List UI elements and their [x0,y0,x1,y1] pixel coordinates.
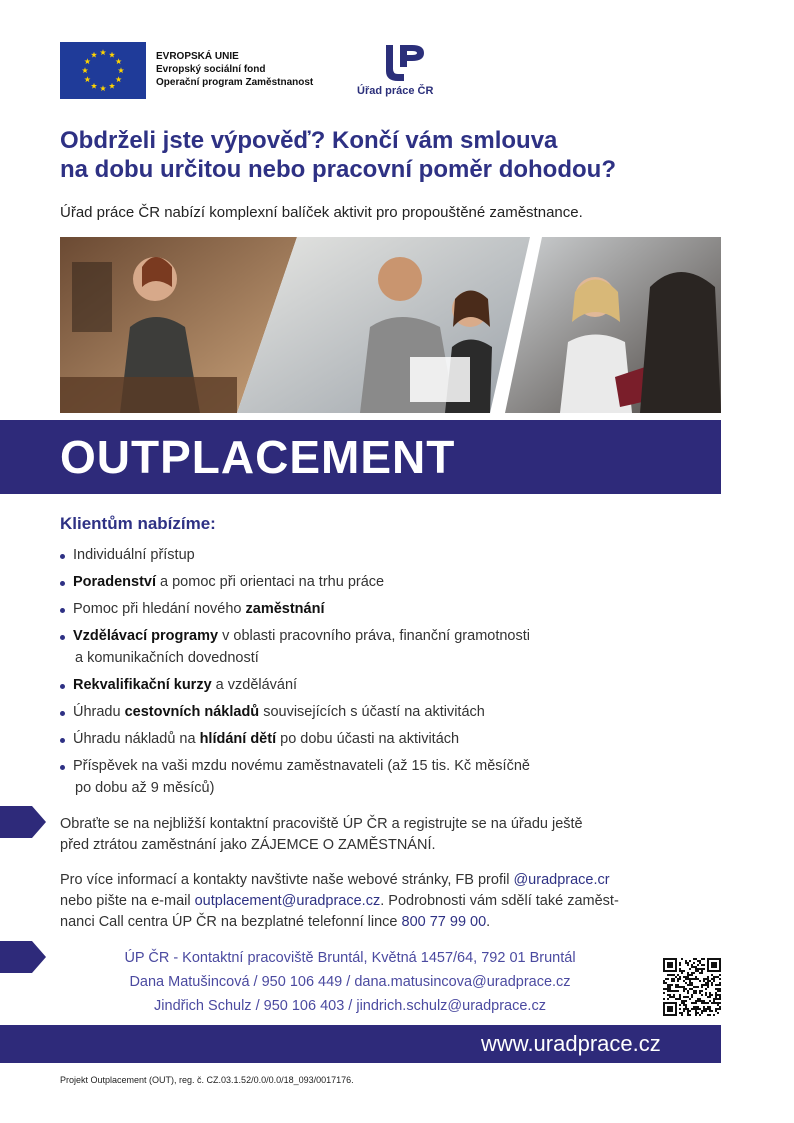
headline-line-1: Obdrželi jste výpověď? Končí vám smlouva [60,127,558,154]
offer-highlight: cestovních nákladů [124,704,260,720]
office-contact-1[interactable]: Dana Matušincová / 950 106 449 / dana.matusincova@uradprace.cz [129,974,571,990]
info-line-2-post: . Podrobnosti vám sdělí také zaměst- [380,893,619,909]
page-subheadline: Úřad práce ČR nabízí komplexní balíček aktivit pro propouštěné zaměstnance. [60,204,583,221]
offer-text: Úhradu [73,704,125,720]
offer-item [60,544,700,566]
footer-website-link[interactable]: www.uradprace.cz [481,1031,661,1056]
offers-list [60,544,700,804]
offer-continuation: po dobu až 9 měsíců) [75,780,215,796]
bullet-icon [60,738,65,743]
info-line-3 [60,912,725,933]
offer-text: Pomoc při hledání nového [73,601,246,617]
info-line-3-text: nanci Call centra ÚP ČR na bezplatné telefonní lince [60,914,402,930]
phone-link[interactable]: 800 77 99 00 [401,914,487,930]
eu-line-3: Operační program Zaměstnanost [156,77,314,88]
offer-item [60,701,700,723]
qr-code-icon[interactable] [663,958,721,1016]
info-line-1 [60,870,725,891]
offer-highlight: hlídání dětí [199,731,277,747]
info-line-3-post: . [486,914,491,930]
bullet-icon [60,684,65,689]
photo-interview [505,237,721,413]
bullet-icon [60,711,65,716]
offer-text: po dobu účasti na aktivitách [276,731,460,747]
eu-logo-text [156,50,313,89]
offer-item [60,625,700,669]
contact-paragraph [60,814,720,856]
offer-highlight: zaměstnání [245,601,325,617]
photo-strip [60,237,721,413]
offer-highlight: Vzdělávací programy [73,628,219,644]
offers-heading: Klientům nabízíme: [60,514,216,533]
offer-text: Individuální přístup [73,547,195,563]
bullet-icon [60,554,65,559]
info-line-2-text: nebo pište na e-mail [60,893,195,909]
up-cr-name: Úřad práce ČR [357,85,434,97]
email-link[interactable]: outplacement@uradprace.cz [194,893,381,909]
office-address: ÚP ČR - Kontaktní pracoviště Bruntál, Květná 1457/64, 792 01 Bruntál [124,950,576,966]
project-note: Projekt Outplacement (OUT), reg. č. CZ.03.1.52/0.0/0.0/18_093/0017176. [60,1075,354,1085]
bullet-icon [60,608,65,613]
offer-text: a vzdělávání [211,677,298,693]
offer-continuation: a komunikačních dovedností [75,650,259,666]
headline-line-2: na dobu určitou nebo pracovní poměr dohodou? [60,156,616,183]
info-paragraph [60,870,725,933]
eu-stars-icon [60,42,146,99]
offer-highlight: Rekvalifikační kurzy [73,677,212,693]
offer-item [60,598,700,620]
offer-text: a pomoc při orientaci na trhu práce [156,574,385,590]
office-contacts [60,946,640,1018]
offer-text: v oblasti pracovního práva, finanční gramotnosti [218,628,530,644]
bullet-icon [60,581,65,586]
offer-item [60,674,700,696]
offer-item [60,728,700,750]
bullet-icon [60,765,65,770]
bullet-icon [60,635,65,640]
eu-line-2: Evropský sociální fond [156,64,266,75]
page-headline [60,126,740,184]
fb-profile-link[interactable]: @uradprace.cr [513,872,610,888]
info-line-1-text: Pro více informací a kontakty navštivte naše webové stránky, FB profil [60,872,514,888]
offer-text: Úhradu nákladů na [73,731,200,747]
offer-highlight: Poradenství [73,574,156,590]
contact-line-1: Obraťte se na nejbližší kontaktní pracoviště ÚP ČR a registrujte se na úřadu ještě [60,816,583,832]
office-contact-2[interactable]: Jindřich Schulz / 950 106 403 / jindrich.schulz@uradprace.cz [154,998,546,1014]
arrow-marker-office [0,941,46,973]
offer-text: souvisejících s účastí na aktivitách [259,704,485,720]
offer-item [60,571,700,593]
banner-title: OUTPLACEMENT [60,431,456,483]
up-cr-logo-icon [382,41,428,83]
offer-item [60,755,700,799]
contact-line-2: před ztrátou zaměstnání jako ZÁJEMCE O ZAMĚSTNÁNÍ. [60,837,436,853]
arrow-marker-contact [0,806,46,838]
offer-text: Příspěvek na vaši mzdu novému zaměstnavateli (až 15 tis. Kč měsíčně [73,758,530,774]
eu-line-1: EVROPSKÁ UNIE [156,51,239,62]
eu-flag-logo [60,42,146,99]
info-line-2 [60,891,725,912]
